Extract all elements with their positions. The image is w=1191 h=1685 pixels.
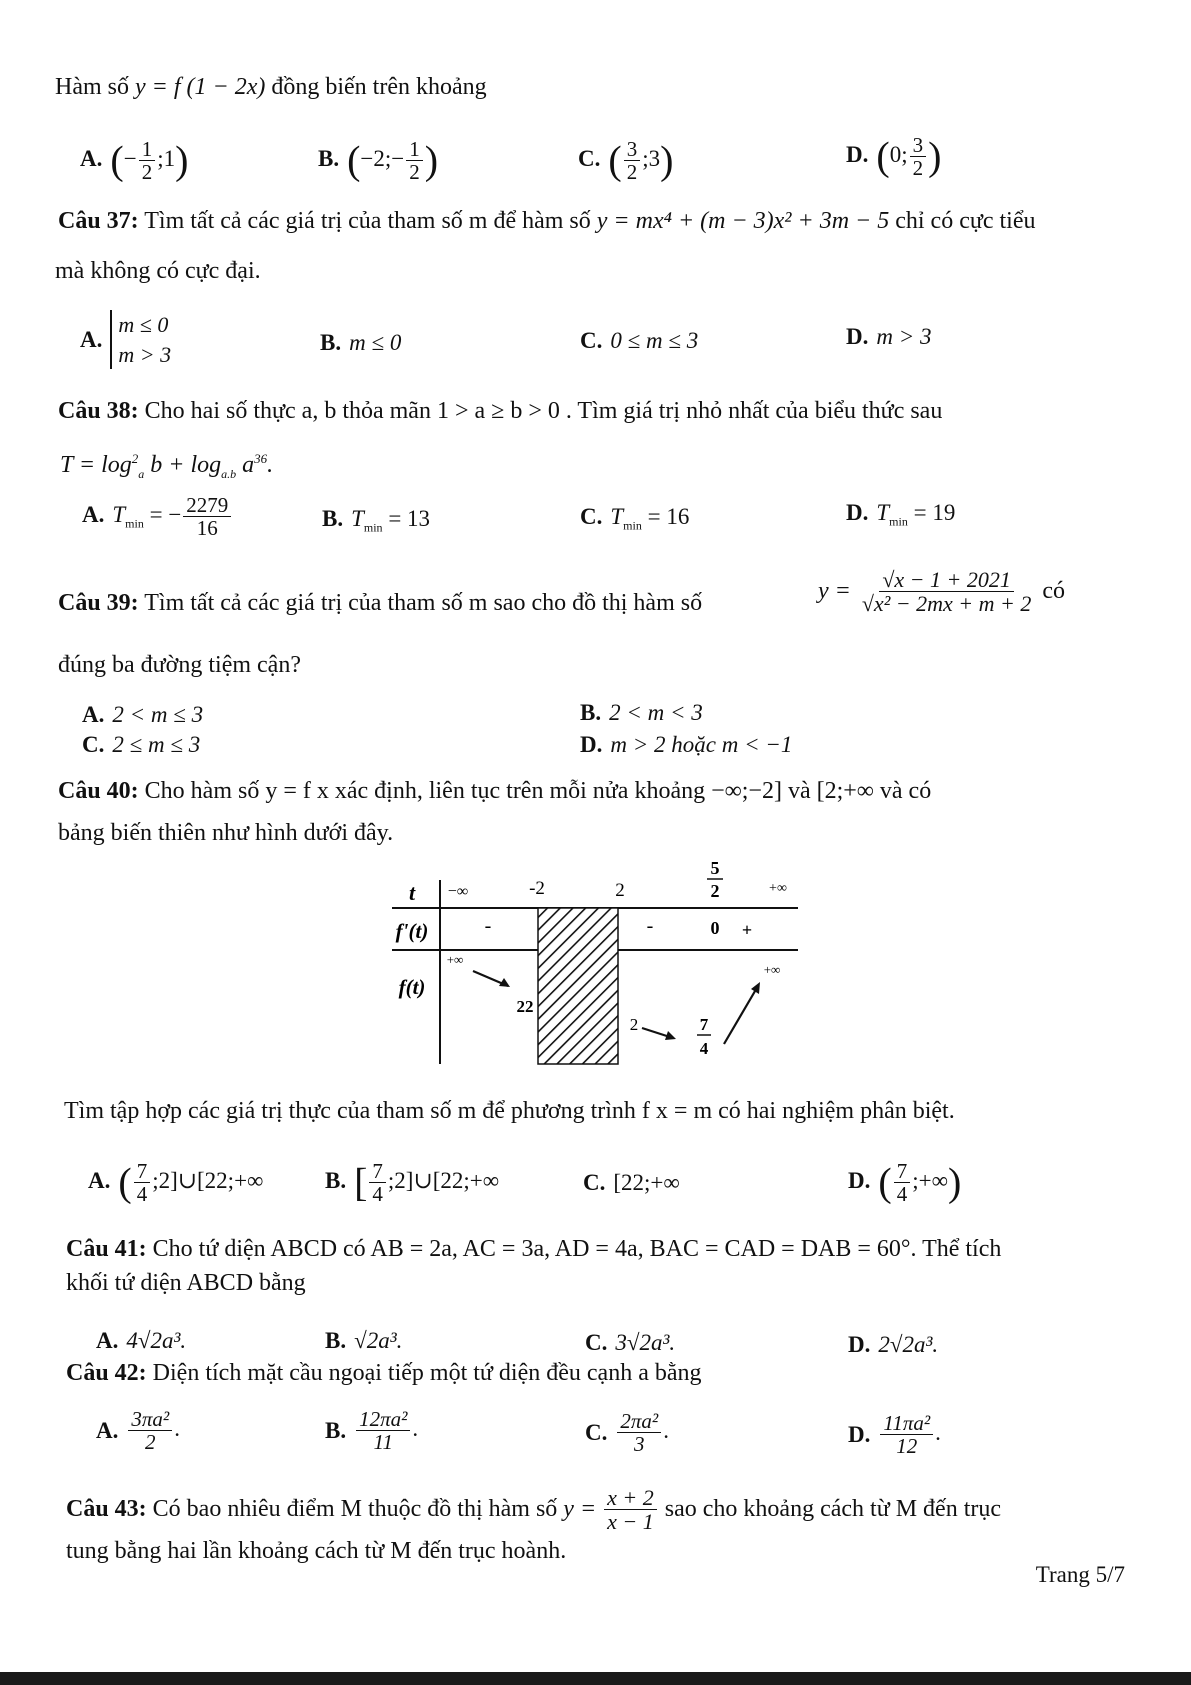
x-value-neg2: -2 [529,878,545,899]
q39-option-c: C. 2 ≤ m ≤ 3 [82,732,201,757]
q40-option-a: A. ( $\frac{7}{4}$ ;2]∪[22;+∞ [88,1159,264,1207]
q41-option-a: A. 4√2a³. [96,1328,187,1353]
x-value-2: 2 [615,880,625,901]
q37-line2: mà không có cực đại. [55,258,261,284]
q42-option-b: B. $\frac{\text{12πa²}}{11}$ . [325,1407,419,1455]
q37-line1: Câu 37: Tìm tất cả các giá trị của tham số m để hàm số y = mx⁴ + (m − 3)x² + 3m − 5 chỉ có cực tiểu [58,208,1036,234]
intro-func: y = f (1 − 2x) [135,74,266,100]
scan-bottom-edge [0,1672,1191,1685]
sign-minus-2: - [646,915,654,937]
q39-line2: đúng ba đường tiệm cận? [58,652,301,678]
sign-minus-1: - [484,915,492,937]
q38-line1: Câu 38: Cho hai số thực a, b thỏa mãn 1 > a ≥ b > 0 . Tìm giá trị nhỏ nhất của biểu thức sau [58,398,943,424]
row-label-t: t [408,880,416,905]
intro-option-a: A. (− $\frac{1}{2}$ ;1) [80,137,189,185]
q40-line1: Câu 40: Cho hàm số y = f x xác định, liên tục trên mỗi nửa khoảng −∞;−2] và [2;+∞ và có [58,778,932,804]
intro-line [55,74,487,102]
sign-plus: + [741,920,753,940]
q42-option-c: C. $\frac{\text{2πa²}}{3}$ . [585,1409,669,1457]
intro-option-c: C. ( $\frac{3}{2}$ ;3) [578,137,674,185]
q37-head: Câu 37: [58,208,139,234]
q42-line1: Câu 42: Diện tích mặt cầu ngoại tiếp một tứ diện đều cạnh a bằng [66,1360,702,1386]
q38-option-a: A. $T_{min}$ = − $\frac{2279}{16}$ [82,494,233,539]
intro-option-b: B. (−2;− $\frac{1}{2}$ ) [318,137,439,185]
hatched-band [538,908,618,1064]
q43-line2: tung bằng hai lần khoảng cách từ M đến trục hoành. [66,1538,567,1564]
q40-question: Tìm tập hợp các giá trị thực của tham số m để phương trình f x = m có hai nghiệm phân biệt. [64,1098,955,1124]
q37-option-b: B. m ≤ 0 [320,330,402,355]
arrow-down-2-head [665,1031,676,1040]
q42-option-d: D. $\frac{\text{11πa²}}{12}$ . [848,1411,941,1459]
derivative-zero: 0 [710,918,720,938]
q38-option-d: D. $T_{min} = 19$ [846,500,956,529]
arrow-up [724,986,758,1044]
variation-table [380,858,805,1070]
q37-option-a: A.m ≤ 0 m > 3 [80,310,171,369]
q37-option-c: C. 0 ≤ m ≤ 3 [580,328,699,353]
q38-head: Câu 38: [58,398,139,424]
x-value-neg-inf: −∞ [447,883,469,900]
q39-option-b: B. 2 < m < 3 [580,700,703,725]
q43-line1: Câu 43: Có bao nhiêu điểm M thuộc đồ thị hàm số y = $\frac{x + 2}{x - 1}$ sao cho khoảng cách từ M đến trục [66,1485,1002,1535]
f-value-7-4-num: 7 [699,1015,709,1034]
f-value-pos-inf-left: +∞ [446,952,464,967]
intro-text1: Hàm số [55,74,129,100]
q40-line2: bảng biến thiên như hình dưới đây. [58,820,394,846]
q39-option-a: A. 2 < m ≤ 3 [82,702,204,727]
q39-option-d: D. m > 2 hoặc m < −1 [580,732,793,757]
q42-option-a: A. $\frac{\text{3πa²}}{2}$ . [96,1407,180,1455]
q39-line1: Câu 39: Tìm tất cả các giá trị của tham số m sao cho đồ thị hàm số [58,590,703,616]
q41-line2: khối tứ diện ABCD bằng [66,1270,306,1296]
x-value-pos-inf: +∞ [769,881,787,896]
q38-option-c: C. $T_{min} = 16$ [580,504,690,533]
f-value-22: 22 [516,997,534,1016]
f-value-pos-inf-right: +∞ [763,962,781,977]
q41-option-d: D. 2√2a³. [848,1332,939,1357]
f-value-7-4-den: 4 [699,1039,709,1058]
q41-line1: Câu 41: Cho tứ diện ABCD có AB = 2a, AC = 3a, AD = 4a, BAC = CAD = DAB = 60°. Thể tích [66,1236,1002,1262]
q38-option-b: B. $T_{min} = 13$ [322,506,431,535]
q41-option-c: C. 3√2a³. [585,1330,676,1355]
intro-text2: đồng biến trên khoảng [271,74,487,100]
x-value-5-2-num: 5 [710,858,720,878]
q38-expression: $T = \log^2_a b + \log_{a.b} a^{36}$. [60,451,274,481]
q37-option-d: D. m > 3 [846,324,932,349]
row-label-f: f(t) [398,975,426,999]
q39-function: y = $\frac{√x - 1 + 2021}{\text{√x² − 2mx + m + 2}}$ có [818,567,1066,617]
f-value-2: 2 [629,1015,639,1034]
x-value-5-2-den: 2 [710,881,720,901]
q41-option-b: B. √2a³. [325,1328,403,1353]
q40-option-c: C. [22;+∞ [583,1170,680,1195]
row-label-fprime: f'(t) [395,919,429,943]
q40-option-b: B. [ $\frac{7}{4}$ ;2]∪[22;+∞ [325,1159,500,1207]
intro-option-d: D. (0; $\frac{3}{2}$ ) [846,133,942,181]
page-number: Trang 5/7 [1035,1562,1125,1587]
q40-option-d: D. ( $\frac{7}{4}$ ;+∞) [848,1159,962,1207]
